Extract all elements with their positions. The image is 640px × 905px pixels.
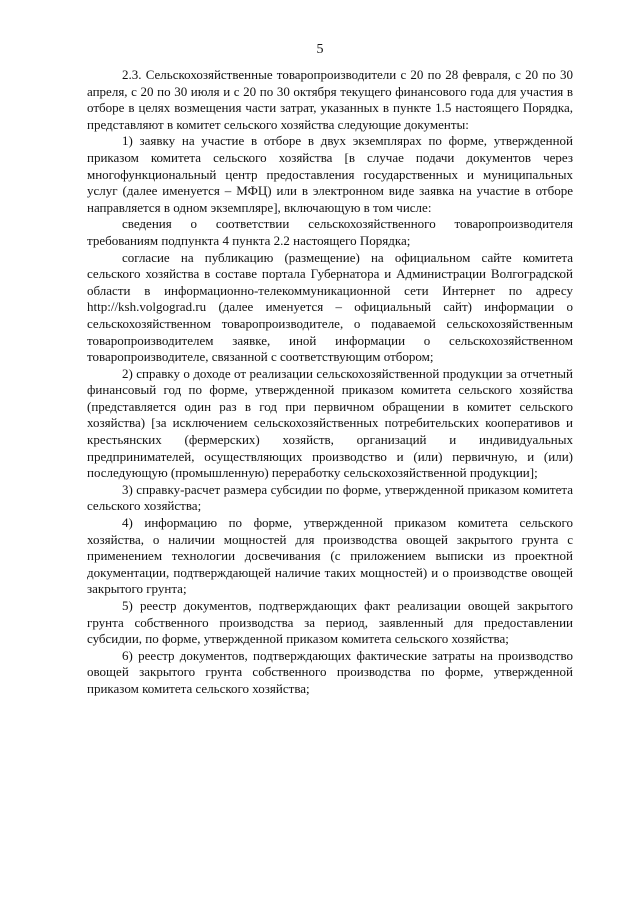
paragraph-publication-consent: согласие на публикацию (размещение) на официальном сайте комитета сельского хозяйства в составе портала Губернатора и Администрации Волгоградской области в информационно-телекоммуникационной сети Интернет по адресу http://ksh.volgograd.ru (далее именуется – официальный сайт) информации о сельскохозяйственном товаропроизводителе, о подаваемой сельскохозяйственным товаропроизводителем заявке, иной информации о сельскохозяйственном товаропроизводителе, связанной с соответствующим отбором; (87, 249, 573, 365)
paragraph-item-3-calculation: 3) справку-расчет размера субсидии по форме, утвержденной приказом комитета сельского хозяйства; (87, 481, 573, 514)
paragraph-2-3-intro: 2.3. Сельскохозяйственные товаропроизводители с 20 по 28 февраля, с 20 по 30 апреля, с 20 по 30 июля и с 20 по 30 октября текущего финансового года для участия в отборе в целях возмещения части затрат, указанных в пункте 1.5 настоящего Порядка, представляют в комитет сельского хозяйства следующие документы: (87, 67, 573, 132)
paragraph-item-6-costs-register: 6) реестр документов, подтверждающих фактические затраты на производство овощей закрытого грунта собственного производства по форме, утвержденной приказом комитета сельского хозяйства; (87, 647, 573, 696)
paragraph-compliance-info: сведения о соответствии сельскохозяйственного товаропроизводителя требованиям подпункта 4 пункта 2.2 настоящего Порядка; (87, 216, 573, 248)
page-number: 5 (316, 42, 324, 57)
paragraph-item-5-sales-register: 5) реестр документов, подтверждающих факт реализации овощей закрытого грунта собственного производства за период, заявленный для предоставлении субсидии, по форме, утвержденной приказом комитета сельского хозяйства; (87, 598, 573, 647)
paragraph-item-1-application: 1) заявку на участие в отборе в двух экземплярах по форме, утвержденной приказом комитета сельского хозяйства [в случае подачи документов через многофункциональный центр предоставления государственных и муниципальных услуг (далее именуется – МФЦ) или в электронном виде заявка на участие в отборе направляется в одном экземпляре], включающую в том числе: (87, 133, 573, 215)
paragraph-item-2-income-certificate: 2) справку о доходе от реализации сельскохозяйственной продукции за отчетный финансовый год по форме, утвержденной приказом комитета сельского хозяйства (представляется один раз в год при первичном обращении в комитет сельского хозяйства) [за исключением сельскохозяйственных потребительских кооперативов и крестьянских (фермерских) хозяйств, организаций и индивидуальных предпринимателей, осуществляющих производство и (или) первичную, и (или) последующую (промышленную) переработку сельскохозяйственной продукции]; (87, 365, 573, 481)
document-body (87, 67, 573, 698)
paragraph-item-4-capacity-info: 4) информацию по форме, утвержденной приказом комитета сельского хозяйства, о наличии мощностей для производства овощей закрытого грунта с применением технологии досвечивания (с приложением выписки из проектной документации, подтверждающей наличие таких мощностей) и о производстве овощей закрытого грунта; (87, 515, 573, 597)
